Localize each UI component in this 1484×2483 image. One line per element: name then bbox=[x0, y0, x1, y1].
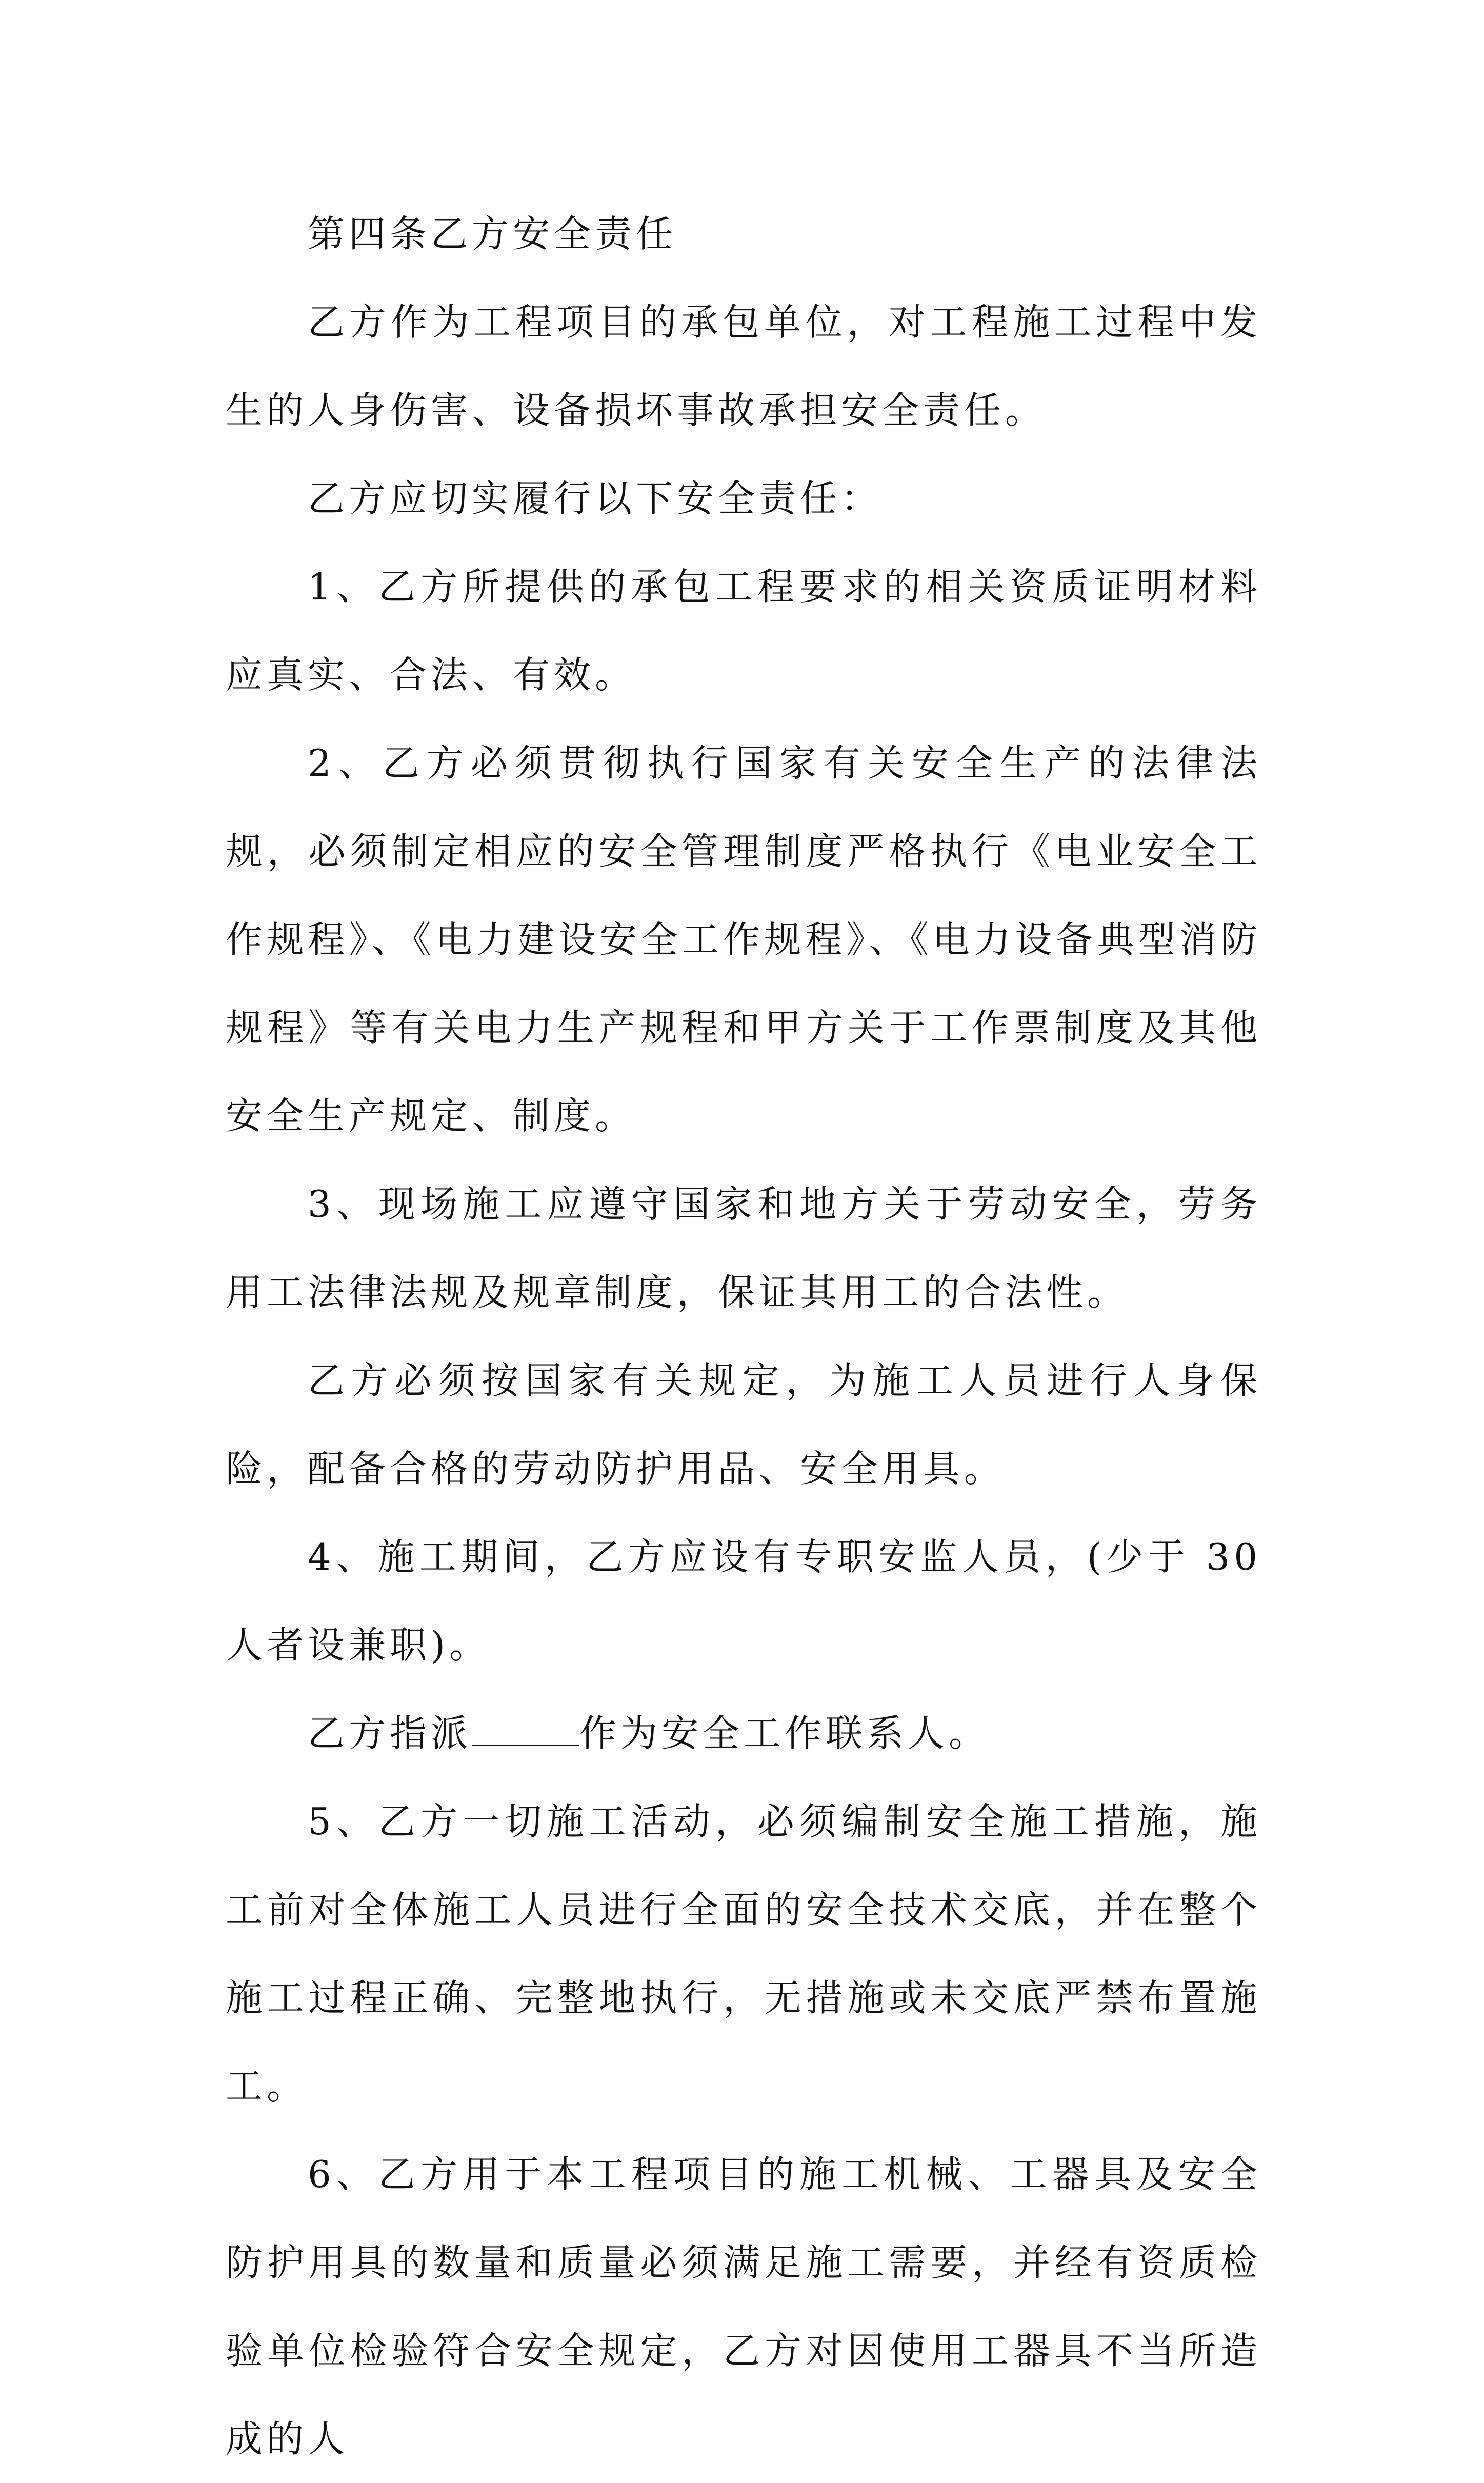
contact-label-before: 乙方指派 bbox=[308, 1712, 472, 1755]
contact-label-after: 作为安全工作联系人。 bbox=[579, 1712, 990, 1755]
paragraph-contact-designation bbox=[226, 1689, 1261, 1777]
paragraph-item-1: 1、乙方所提供的承包工程要求的相关资质证明材料应真实、合法、有效。 bbox=[226, 565, 1261, 696]
paragraph-responsibility-intro: 乙方作为工程项目的承包单位，对工程施工过程中发生的人身伤害、设备损坏事故承担安全责任。 bbox=[226, 301, 1261, 432]
paragraph-responsibility-list-intro: 乙方应切实履行以下安全责任： bbox=[308, 477, 883, 520]
contact-name-blank[interactable] bbox=[472, 1714, 579, 1746]
paragraph-item-6: 6、乙方用于本工程项目的施工机械、工器具及安全防护用具的数量和质量必须满足施工需要，并经有资质检验单位检验符合安全规定，乙方对因使用工器具不当所造成的人 bbox=[226, 2153, 1261, 2460]
paragraph-item-5: 5、乙方一切施工活动，必须编制安全施工措施，施工前对全体施工人员进行全面的安全技术交底，并在整个施工过程正确、完整地执行，无措施或未交底严禁布置施工。 bbox=[226, 1800, 1261, 2108]
paragraph-insurance: 乙方必须按国家有关规定，为施工人员进行人身保险，配备合格的劳动防护用品、安全用具。 bbox=[226, 1359, 1261, 1490]
paragraph-item-4: 4、施工期间，乙方应设有专职安监人员，(少于 30 人者设兼职)。 bbox=[226, 1535, 1261, 1667]
paragraph-item-2: 2、乙方必须贯彻执行国家有关安全生产的法律法规，必须制定相应的安全管理制度严格执行《电业安全工作规程》、《电力建设安全工作规程》、《电力设备典型消防规程》等有关电力生产规程和甲方关于工作票制度及其他安全生产规定、制度。 bbox=[226, 742, 1261, 1137]
section-heading: 第四条乙方安全责任 bbox=[308, 212, 677, 255]
paragraph-item-3: 3、现场施工应遵守国家和地方关于劳动安全，劳务用工法律法规及规章制度，保证其用工的合法性。 bbox=[226, 1183, 1261, 1314]
document-body bbox=[226, 190, 1261, 2483]
